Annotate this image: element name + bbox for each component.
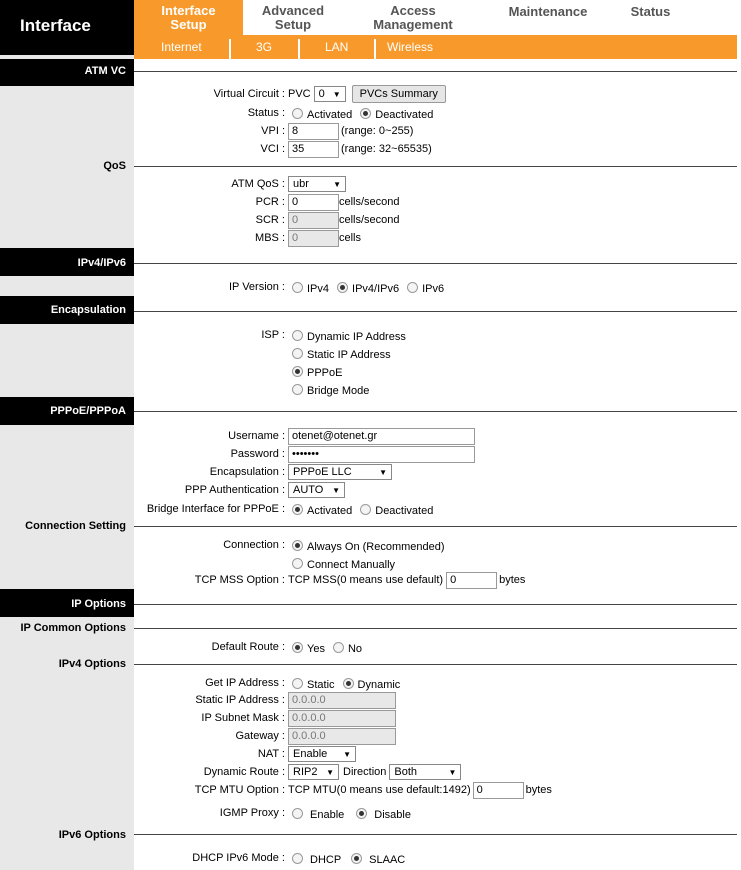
tcp-mss-text: TCP MSS(0 means use default) (288, 574, 444, 586)
tcp-mss-unit: bytes (499, 574, 526, 586)
vci-range: (range: 32~65535) (341, 143, 432, 155)
subtab-wireless[interactable]: Wireless (387, 40, 434, 54)
tab-maintenance[interactable] (483, 0, 613, 35)
default-route-yes-radio[interactable] (292, 642, 303, 653)
get-ip-row (134, 674, 737, 692)
section-atm-vc: ATM VC (0, 59, 134, 86)
divider (134, 71, 737, 72)
scr-row (134, 211, 737, 229)
pvc-prefix: PVC (288, 88, 311, 100)
radio-label: Activated (307, 109, 353, 121)
dynamic-route-label: Dynamic Route : (203, 766, 285, 778)
status-activated-radio[interactable] (292, 108, 303, 119)
nat-row (134, 745, 737, 763)
get-ip-label: Get IP Address : (205, 677, 285, 689)
radio-label: IPv6 (422, 283, 445, 295)
vci-row (134, 140, 737, 158)
section-pppoe-pppoa: PPPoE/PPPoA (0, 397, 134, 425)
subnet-mask-label: IP Subnet Mask : (201, 712, 285, 724)
tab-line: Setup (170, 16, 207, 32)
atm-qos-label: ATM QoS : (231, 178, 285, 190)
vpi-row (134, 122, 737, 140)
chevron-down-icon: ▼ (448, 767, 457, 777)
dynamic-route-value: RIP2 (293, 766, 318, 778)
encapsulation-select[interactable] (288, 464, 392, 480)
tab-line: Setup (274, 16, 312, 32)
ppp-auth-row (134, 481, 737, 499)
static-ip-row (134, 691, 737, 709)
divider (134, 526, 737, 527)
virtual-circuit-row (134, 85, 737, 103)
radio-label: Connect Manually (307, 559, 396, 571)
direction-label: Direction (343, 766, 387, 778)
status-row (134, 104, 737, 122)
subnet-mask-input[interactable] (288, 710, 396, 727)
tab-advanced-setup[interactable] (243, 0, 343, 35)
vpi-range: (range: 0~255) (341, 125, 414, 137)
radio-label: Static IP Address (307, 349, 391, 361)
connection-label: Connection : (223, 539, 285, 551)
chevron-down-icon: ▼ (343, 749, 351, 759)
static-ip-label: Static IP Address : (195, 694, 285, 706)
tab-status[interactable] (613, 0, 688, 35)
section-connection-setting: Connection Setting (25, 520, 126, 532)
gateway-label: Gateway : (235, 730, 285, 742)
encapsulation-label: Encapsulation : (209, 466, 285, 478)
radio-label: Deactivated (375, 109, 434, 121)
get-ip-static-radio[interactable] (292, 678, 303, 689)
encapsulation-value: PPPoE LLC (293, 466, 352, 478)
password-input[interactable] (288, 446, 475, 463)
isp-bridge-mode-radio[interactable] (292, 384, 303, 395)
ppp-auth-label: PPP Authentication : (184, 484, 285, 496)
section-ip-options: IP Options (0, 589, 134, 617)
always-on-radio[interactable] (292, 540, 303, 551)
gateway-row (134, 727, 737, 745)
tab-access-management[interactable] (343, 0, 483, 35)
ipv6-radio[interactable] (407, 282, 418, 293)
default-route-no-radio[interactable] (333, 642, 344, 653)
dhcp-ipv6-label: DHCP IPv6 Mode : (192, 852, 285, 864)
igmp-enable-radio[interactable] (292, 808, 303, 819)
mbs-unit: cells (339, 232, 362, 244)
subtab-divider (298, 39, 300, 59)
sub-nav (134, 35, 737, 59)
subtab-internet[interactable]: Internet (161, 40, 202, 54)
vci-input[interactable] (288, 141, 339, 158)
radio-label: DHCP (310, 854, 342, 866)
section-ipv4-ipv6: IPv4/IPv6 (0, 248, 134, 276)
isp-static-ip-radio[interactable] (292, 348, 303, 359)
chevron-down-icon: ▼ (379, 467, 387, 477)
virtual-circuit-label: Virtual Circuit : (213, 88, 285, 100)
ppp-auth-value: AUTO (293, 484, 324, 496)
password-row (134, 445, 737, 463)
nat-select[interactable] (288, 746, 356, 762)
tcp-mtu-label: TCP MTU Option : (194, 784, 285, 796)
divider (134, 834, 737, 835)
mbs-input[interactable] (288, 230, 339, 247)
status-deactivated-radio[interactable] (360, 108, 371, 119)
tcp-mss-row (134, 571, 737, 589)
radio-label: Disable (374, 809, 411, 821)
scr-unit: cells/second (339, 214, 400, 226)
chevron-down-icon: ▼ (326, 767, 334, 777)
radio-label: Yes (307, 643, 325, 655)
encapsulation-row (134, 463, 737, 481)
igmp-disable-radio[interactable] (356, 808, 367, 819)
main-nav (134, 0, 741, 35)
chevron-down-icon: ▼ (332, 485, 340, 495)
divider (134, 263, 737, 264)
pcr-row (134, 193, 737, 211)
nat-label: NAT : (257, 748, 285, 760)
divider (134, 628, 737, 629)
bridge-row (134, 500, 737, 518)
dhcp-ipv6-row (134, 849, 737, 867)
dhcp-ipv6-slaac-radio[interactable] (351, 853, 362, 864)
isp-row (134, 362, 737, 380)
isp-row (134, 326, 737, 344)
left-column (0, 55, 134, 870)
ipv4-radio[interactable] (292, 282, 303, 293)
pcr-input[interactable] (288, 194, 339, 211)
username-label: Username : (228, 430, 285, 442)
tab-line: Access (390, 2, 436, 18)
vpi-label: VPI : (261, 125, 285, 137)
tab-line: Advanced (261, 2, 325, 18)
get-ip-dynamic-radio[interactable] (343, 678, 354, 689)
brand-title: Interface (0, 0, 134, 55)
pcr-unit: cells/second (339, 196, 400, 208)
password-label: Password : (230, 448, 285, 460)
divider (134, 311, 737, 312)
default-route-row (134, 638, 737, 656)
subtab-lan[interactable]: LAN (325, 40, 349, 54)
default-route-label: Default Route : (211, 641, 285, 653)
section-ipv6-options: IPv6 Options (58, 829, 126, 841)
isp-dynamic-ip-radio[interactable] (292, 330, 303, 341)
tab-line: Maintenance (508, 3, 588, 19)
radio-label: Bridge Mode (307, 385, 370, 397)
subtab-3g[interactable]: 3G (256, 40, 273, 54)
gateway-input[interactable] (288, 728, 396, 745)
subtab-divider (374, 39, 376, 59)
connection-row (134, 554, 737, 572)
divider (134, 604, 737, 605)
radio-label: SLAAC (369, 854, 406, 866)
mbs-label: MBS : (255, 232, 285, 244)
isp-row (134, 344, 737, 362)
chevron-down-icon: ▼ (332, 89, 341, 99)
tcp-mtu-unit: bytes (525, 784, 552, 796)
tcp-mtu-row (134, 781, 737, 799)
username-input[interactable] (288, 428, 475, 445)
radio-label: Activated (307, 505, 353, 517)
mbs-row (134, 229, 737, 247)
tcp-mss-input[interactable] (446, 572, 497, 589)
username-row (134, 427, 737, 445)
connection-row (134, 536, 737, 554)
tcp-mtu-input[interactable] (473, 782, 524, 799)
dhcp-ipv6-dhcp-radio[interactable] (292, 853, 303, 864)
bridge-label: Bridge Interface for PPPoE : (146, 503, 285, 515)
pvc-select[interactable] (314, 86, 346, 102)
section-encapsulation: Encapsulation (0, 296, 134, 324)
subnet-mask-row (134, 709, 737, 727)
tcp-mss-label: TCP MSS Option : (194, 574, 285, 586)
section-ipv4-options: IPv4 Options (58, 658, 126, 670)
radio-label: Dynamic IP Address (307, 331, 406, 343)
subtab-divider (229, 39, 231, 59)
igmp-proxy-row (134, 804, 737, 822)
pcr-label: PCR : (255, 196, 285, 208)
tcp-mtu-text: TCP MTU(0 means use default:1492) (288, 784, 471, 796)
divider (134, 166, 737, 167)
pvc-select-value: 0 (318, 88, 325, 100)
dynamic-route-select[interactable] (288, 764, 339, 780)
direction-value: Both (394, 766, 418, 778)
bridge-deactivated-radio[interactable] (360, 504, 371, 515)
atm-qos-value: ubr (293, 178, 309, 190)
ip-version-row (134, 278, 737, 296)
radio-label: IPv4/IPv6 (352, 283, 400, 295)
radio-label: Deactivated (375, 505, 434, 517)
pvcs-summary-button[interactable]: PVCs Summary (352, 85, 446, 103)
scr-input[interactable] (288, 212, 339, 229)
radio-label: Dynamic (357, 679, 401, 691)
tab-line: Status (630, 3, 671, 19)
radio-label: PPPoE (307, 367, 343, 379)
radio-label: Static (307, 679, 335, 691)
status-label: Status : (247, 107, 285, 119)
vci-label: VCI : (260, 143, 285, 155)
ppp-auth-select[interactable] (288, 482, 345, 498)
atm-qos-row (134, 175, 737, 193)
ipv4-ipv6-radio[interactable] (337, 282, 348, 293)
isp-label: ISP : (261, 329, 285, 341)
nat-value: Enable (293, 748, 328, 760)
isp-pppoe-radio[interactable] (292, 366, 303, 377)
bridge-activated-radio[interactable] (292, 504, 303, 515)
radio-label: No (347, 643, 363, 655)
section-qos: QoS (103, 160, 126, 172)
radio-label: Enable (310, 809, 345, 821)
section-ip-common: IP Common Options (20, 622, 126, 634)
radio-label: IPv4 (307, 283, 330, 295)
tab-line: Management (373, 16, 453, 32)
atm-qos-select[interactable] (288, 176, 346, 192)
isp-row (134, 380, 737, 398)
tab-interface-setup[interactable] (134, 0, 243, 35)
chevron-down-icon: ▼ (333, 179, 341, 189)
static-ip-input[interactable] (288, 692, 396, 709)
radio-label: Always On (Recommended) (307, 541, 445, 553)
tab-line: Interface (161, 2, 216, 18)
dynamic-route-row (134, 763, 737, 781)
scr-label: SCR : (255, 214, 285, 226)
vpi-input[interactable] (288, 123, 339, 140)
divider (134, 411, 737, 412)
igmp-proxy-label: IGMP Proxy : (219, 807, 285, 819)
ip-version-label: IP Version : (228, 281, 285, 293)
divider (134, 664, 737, 665)
direction-select[interactable] (389, 764, 461, 780)
connect-manually-radio[interactable] (292, 558, 303, 569)
